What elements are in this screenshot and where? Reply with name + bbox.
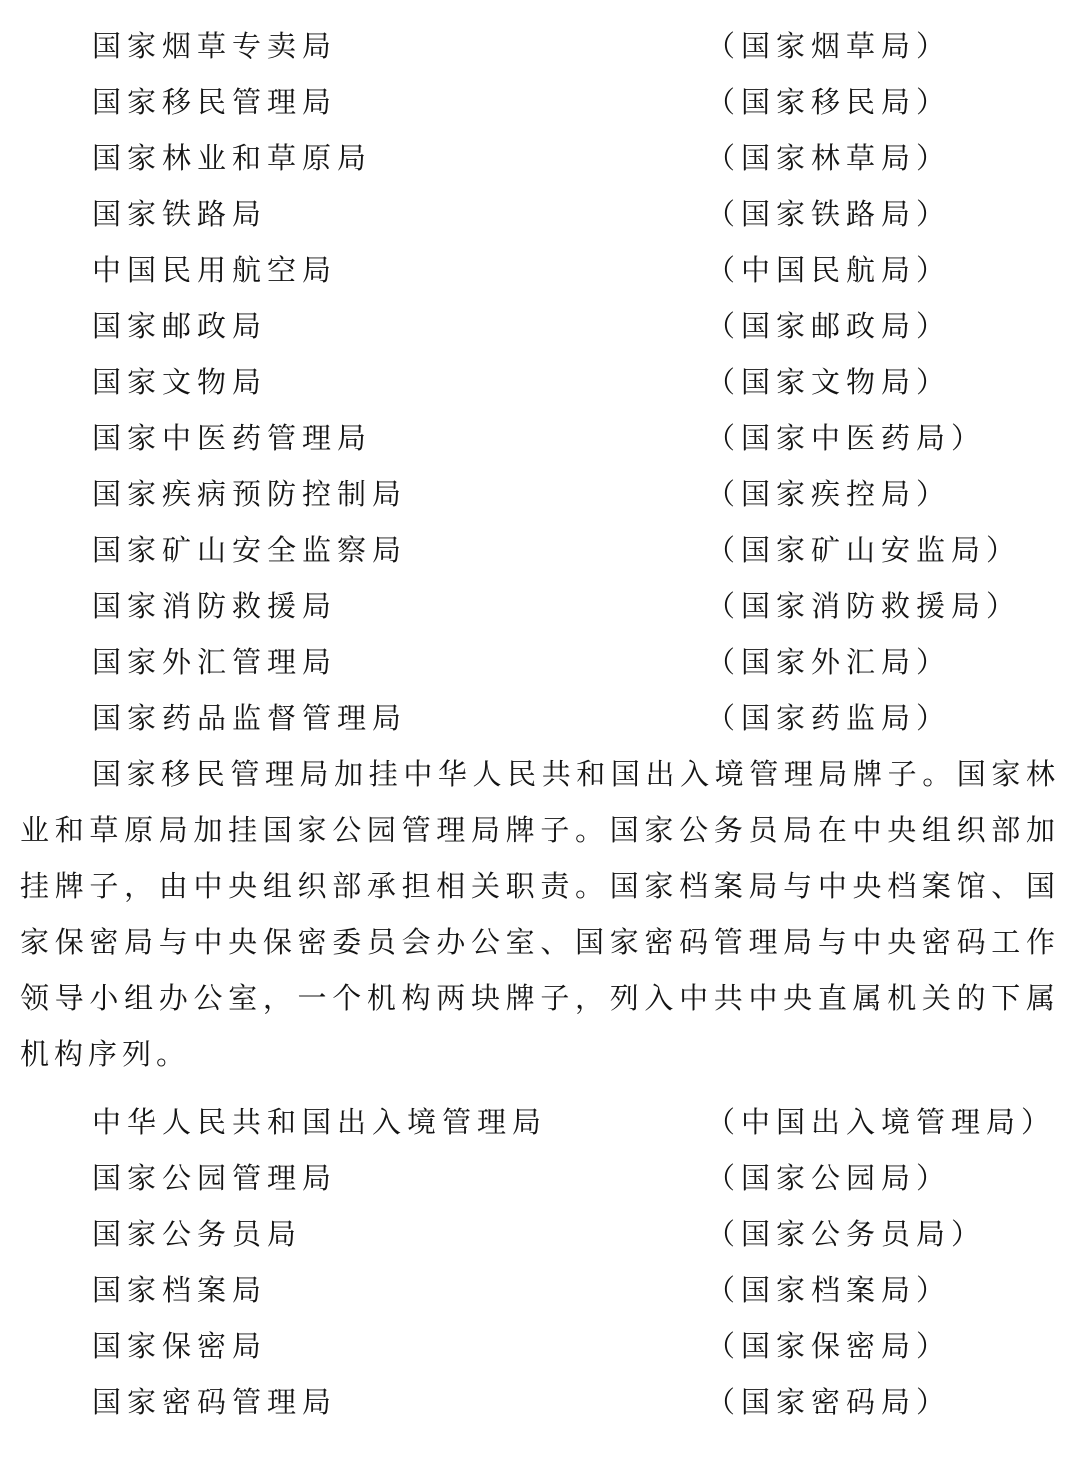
agency-full-name: 国家文物局 xyxy=(92,365,268,399)
list-item xyxy=(0,522,1080,578)
agency-full-name: 国家铁路局 xyxy=(92,197,268,231)
agency-short-name: （国家林草局） xyxy=(706,141,952,175)
agency-full-name: 国家矿山安全监察局 xyxy=(92,533,408,567)
agency-full-name: 国家移民管理局 xyxy=(92,85,338,119)
agency-full-name: 国家保密局 xyxy=(92,1329,268,1363)
list-item xyxy=(0,1262,1080,1318)
agency-full-name: 国家密码管理局 xyxy=(92,1385,338,1419)
agency-full-name: 国家档案局 xyxy=(92,1273,268,1307)
agency-short-name: （国家公园局） xyxy=(706,1161,952,1195)
agency-short-name: （中国出入境管理局） xyxy=(706,1105,1057,1139)
list-item xyxy=(0,634,1080,690)
agency-full-name: 国家烟草专卖局 xyxy=(92,29,338,63)
agency-full-name: 国家药品监督管理局 xyxy=(92,701,408,735)
agency-full-name: 国家邮政局 xyxy=(92,309,268,343)
list-item xyxy=(0,410,1080,466)
agency-short-name: （国家文物局） xyxy=(706,365,952,399)
list-item xyxy=(0,18,1080,74)
agency-full-name: 国家消防救援局 xyxy=(92,589,338,623)
list-item xyxy=(0,186,1080,242)
agency-short-name: （国家铁路局） xyxy=(706,197,952,231)
body-paragraph: 国家移民管理局加挂中华人民共和国出入境管理局牌子。国家林业和草原局加挂国家公园管理局牌子。国家公务员局在中央组织部加挂牌子，由中央组织部承担相关职责。国家档案局与中央档案馆、国家保密局与中央保密委员会办公室、国家密码管理局与中央密码工作领导小组办公室，一个机构两块牌子，列入中共中央直属机关的下属机构序列。 xyxy=(20,757,1060,1071)
list-item xyxy=(0,354,1080,410)
agency-full-name: 国家林业和草原局 xyxy=(92,141,373,175)
agency-short-name: （国家移民局） xyxy=(706,85,952,119)
agency-short-name: （国家疾控局） xyxy=(706,477,952,511)
list-item xyxy=(0,466,1080,522)
agency-short-name: （中国民航局） xyxy=(706,253,952,287)
agency-short-name: （国家中医药局） xyxy=(706,421,987,455)
agency-full-name: 中国民用航空局 xyxy=(92,253,338,287)
agency-full-name: 国家疾病预防控制局 xyxy=(92,477,408,511)
agency-short-name: （国家外汇局） xyxy=(706,645,952,679)
agency-full-name: 国家外汇管理局 xyxy=(92,645,338,679)
list-item xyxy=(0,1150,1080,1206)
agency-short-name: （国家药监局） xyxy=(706,701,952,735)
agency-short-name: （国家档案局） xyxy=(706,1273,952,1307)
list-item xyxy=(0,298,1080,354)
agency-short-name: （国家公务员局） xyxy=(706,1217,987,1251)
agency-full-name: 国家公园管理局 xyxy=(92,1161,338,1195)
agency-short-name: （国家消防救援局） xyxy=(706,589,1022,623)
agency-short-name: （国家矿山安监局） xyxy=(706,533,1022,567)
list-item xyxy=(0,130,1080,186)
list-item xyxy=(0,74,1080,130)
agency-full-name: 国家公务员局 xyxy=(92,1217,303,1251)
agency-full-name: 中华人民共和国出入境管理局 xyxy=(92,1105,548,1139)
agency-full-name: 国家中医药管理局 xyxy=(92,421,373,455)
list-item xyxy=(0,1374,1080,1430)
agency-short-name: （国家邮政局） xyxy=(706,309,952,343)
list-item xyxy=(0,1206,1080,1262)
list-item xyxy=(0,578,1080,634)
agency-short-name: （国家密码局） xyxy=(706,1385,952,1419)
list-item xyxy=(0,1094,1080,1150)
agency-short-name: （国家烟草局） xyxy=(706,29,952,63)
list-item xyxy=(0,690,1080,746)
list-item xyxy=(0,1318,1080,1374)
list-item xyxy=(0,242,1080,298)
agency-short-name: （国家保密局） xyxy=(706,1329,952,1363)
